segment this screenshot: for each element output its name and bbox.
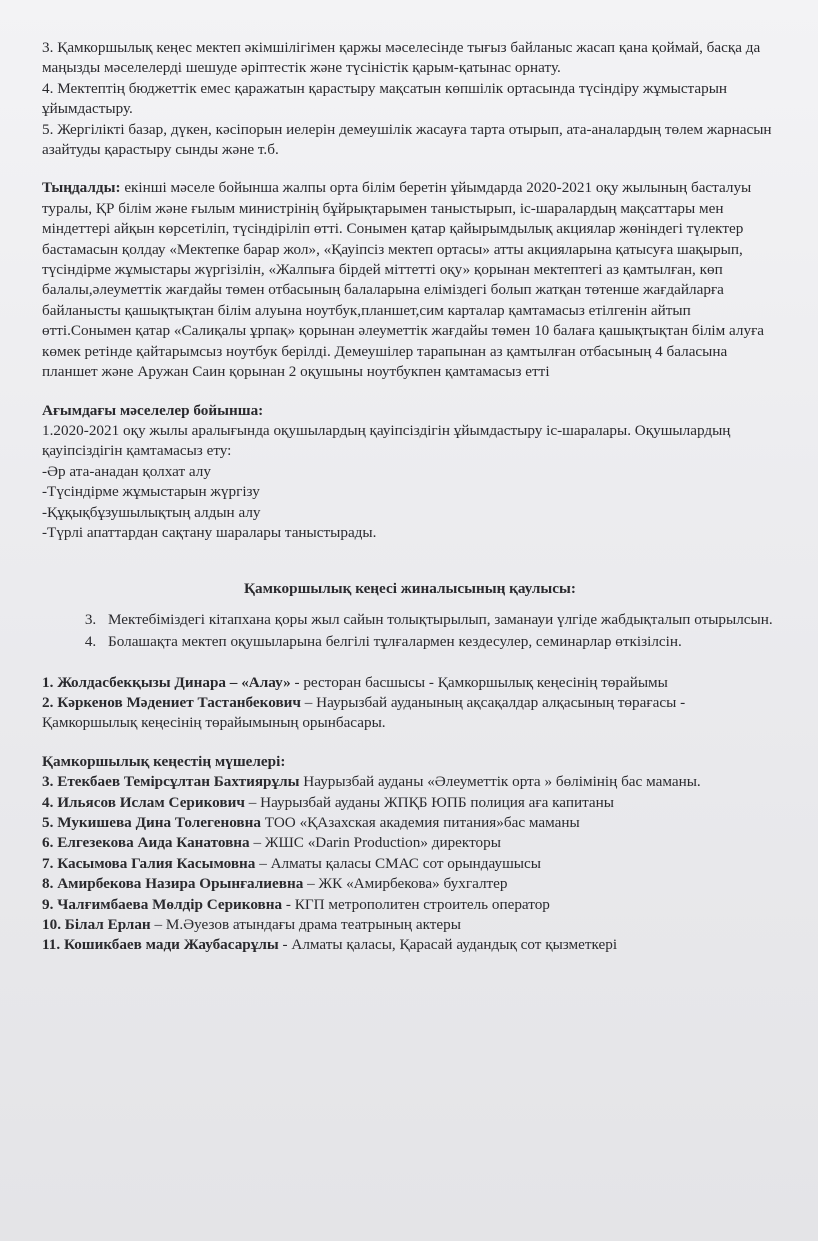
intro-item-3: 3. Қамкоршылық кеңес мектеп әкімшілігімен қаржы мәселесінде тығыз байланыс жасап қана қоймай, басқа да маңызды мәселелерді шешуде әріптестік және түсіністік қарым-қатынас орнату.	[42, 39, 761, 77]
leader-1	[42, 673, 778, 693]
leader-2	[42, 693, 778, 734]
member-10	[42, 915, 778, 935]
member-3-role: Наурызбай ауданы «Әлеуметтік орта » бөлімінің бас маманы.	[299, 773, 701, 791]
current-issues-heading: Ағымдағы мәселелер бойынша:	[42, 401, 264, 419]
member-8-name: 8. Амирбекова Назира Орынғалиевна	[42, 875, 304, 893]
heard-text: екінші мәселе бойынша жалпы орта білім беретін ұйымдарда 2020-2021 оқу жылының басталуы туралы, ҚР білім және ғылым министрінің бұйрықтарымен таныстырып, іс-шаралардың мақсаттары мен міндеттері айқын көрсетіліп, түсіндіріліп өтті. Сонымен қатар қайырымдылық акциялар жөніндегі түлектер бастамасын қолдау «Мектепке барар жол», «Қауіпсіз мектеп ортасы» атты акцияларына қатысуға шақырып, түсіндірме жұмыстары жүргізілін, «Жалпыға бірдей міттетті оқу» қорынан мектептегі аз қамтылған, көп балалы,әлеуметтік жағдайы төмен отбасының балаларына еліміздегі болып жатқан төтенше жағдайларға байланысты қашықтықтан білім алуына ноутбук,планшет,сим карталар қамтамасыз етілгенін айтып өтті.Сонымен қатар «Салиқалы ұрпақ» қорынан әлеуметтік жағдайы төмен 10 балаға қашықтықтан білім алуға көмек ретінде қайтарымсыз ноутбук берілді. Демеушілер тарапынан аз қамтылған отбасының 4 баласына планшет және Аружан Саин қорынан 2 оқушыны ноутбукпен қамтамасыз етті	[42, 179, 765, 381]
member-9-name: 9. Чалғимбаева Мөлдір Сериковна	[42, 895, 283, 913]
member-8-role: – ЖК «Амирбекова» бухгалтер	[303, 875, 508, 893]
member-5-name: 5. Мукишева Дина Толегеновна	[42, 814, 261, 831]
heard-paragraph	[42, 178, 778, 382]
heard-label: Тыңдалды:	[42, 179, 121, 197]
member-6	[42, 833, 778, 853]
member-8	[42, 874, 778, 894]
member-10-name: 10. Білал Ерлан	[42, 916, 151, 934]
member-7-role: – Алматы қаласы СМАС сот орындаушысы	[255, 854, 541, 872]
members-heading: Қамкоршылық кеңестің мүшелері:	[42, 752, 286, 770]
current-line-4: -Құқықбұзушылықтың алдын алу	[42, 503, 261, 521]
member-11-name: 11. Кошикбаев мади Жаубасарұлы	[42, 936, 279, 954]
member-9-role: - КГП метрополитен строитель оператор	[282, 895, 550, 913]
member-4	[42, 793, 778, 813]
member-11-role: - Алматы қаласы, Қарасай аудандық сот қызметкері	[278, 936, 618, 954]
decision-item-3: 3. Мектебіміздегі кітапхана қоры жыл сайын толықтырылып, заманауи үлгіде жабдықталып отырылсын.	[100, 610, 778, 630]
leader-1-role: - ресторан басшысы - Қамкоршылық кеңесінің төрайымы	[290, 673, 668, 691]
intro-item-5: 5. Жергілікті базар, дүкен, кәсіпорын иелерін демеушілік жасауға тарта отырып, ата-аналардың төлем жарнасын азайтуды қарастыру сынды және т.б.	[42, 120, 772, 159]
leader-2-role: – Наурызбай ауданының ақсақалдар алқасының төрағасы - Қамкоршылық кеңесінің төрайымының орынбасары.	[42, 693, 686, 732]
member-5	[42, 813, 778, 833]
decision-item-4: 4. Болашақта мектеп оқушыларына белгілі тұлғалармен кездесулер, семинарлар өткізілсін.	[100, 632, 778, 652]
current-line-3: -Түсіндірме жұмыстарын жүргізу	[42, 483, 260, 501]
current-line-5: -Түрлі апаттардан сақтану шаралары таныстырады.	[42, 523, 377, 541]
member-4-name: 4. Ильясов Ислам Серикович	[42, 793, 245, 811]
member-6-role: – ЖШС «Darin Production» директоры	[249, 834, 501, 852]
member-5-role: ТОО «ҚАзахская академия питания»бас маманы	[260, 814, 580, 831]
member-3-name: 3. Етекбаев Темірсұлтан Бахтиярұлы	[42, 773, 300, 791]
current-line-1: 1.2020-2021 оқу жылы аралығында оқушылардың қауіпсіздігін ұйымдастыру іс-шаралары. Оқушылардың қауіпсіздігін қамтамасыз ету:	[42, 421, 731, 460]
member-10-role: – М.Әуезов атындағы драма театрының актеры	[150, 916, 461, 934]
member-7-name: 7. Касымова Галия Касымовна	[42, 854, 256, 872]
decision-list	[42, 610, 778, 653]
leader-2-name: 2. Кәркенов Мәдениет Тастанбекович	[42, 693, 301, 711]
member-3	[42, 772, 778, 792]
leader-1-name: 1. Жолдасбекқызы Динара – «Алау»	[42, 673, 291, 691]
member-7	[42, 854, 778, 874]
intro-item-4: 4. Мектептің бюджеттік емес қаражатын қарастыру мақсатын көпшілік ортасында түсіндіру жұмыстарын ұйымдастыру.	[42, 79, 728, 118]
member-4-role: – Наурызбай ауданы ЖПҚБ ЮПБ полиция аға капитаны	[244, 793, 614, 811]
member-6-name: 6. Елгезекова Аида Канатовна	[42, 834, 250, 852]
current-line-2: -Әр ата-анадан қолхат алу	[42, 462, 211, 480]
decision-heading: Қамкоршылық кеңесі жиналысының қаулысы:	[244, 580, 576, 598]
member-11	[42, 935, 778, 955]
member-9	[42, 895, 778, 915]
